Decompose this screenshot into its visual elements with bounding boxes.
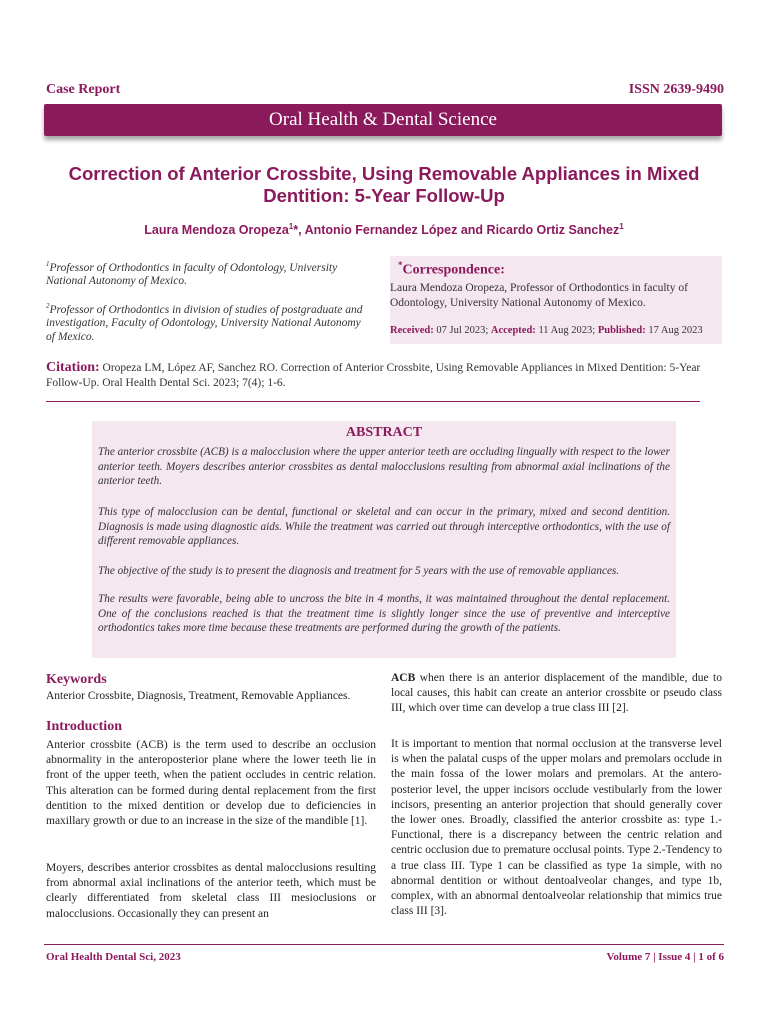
citation-label: Citation: <box>46 360 100 375</box>
correspondence-text: Laura Mendoza Oropeza, Professor of Orthodontics in faculty of Odontology, University National Autonomy of Mexico. <box>390 282 688 309</box>
abstract-paragraph-1: The anterior crossbite (ACB) is a malocclusion where the upper anterior teeth are occluding lingually with respect to the lower anterior teeth. Moyers describes anterior crossbites as dental malocclusions resulting from abnormal axial inclinations of the anterior teeth. <box>98 446 670 487</box>
citation-text: Oropeza LM, López AF, Sanchez RO. Correction of Anterior Crossbite, Using Removable Appliances in Mixed Dentition: 5-Year Follow-Up. Oral Health Dental Sci. 2023; 7(4); 1-6. <box>46 362 701 389</box>
citation <box>46 360 722 391</box>
abstract-paragraph-3: The objective of the study is to present the diagnosis and treatment for 5 years with the use of removable appliances. <box>98 565 620 577</box>
footer-journal-year: Oral Health Dental Sci, 2023 <box>46 951 181 963</box>
footer-page-info: Volume 7 | Issue 4 | 1 of 6 <box>606 951 724 963</box>
keywords-text: Anterior Crossbite, Diagnosis, Treatment, Removable Appliances. <box>46 690 351 702</box>
issn-label: ISSN 2639-9490 <box>628 82 724 97</box>
publication-dates: Received: 07 Jul 2023; Accepted: 11 Aug 2023; Published: 17 Aug 2023 <box>390 325 703 336</box>
author-2: Antonio Fernandez López and <box>304 223 487 238</box>
abstract-box <box>92 421 676 658</box>
abstract-title: ABSTRACT <box>345 425 423 440</box>
divider <box>46 401 700 402</box>
right-paragraph-2: It is important to mention that normal occlusion at the transverse level is when the palatal cusps of the upper molars and premolars occlude in the main fossa of the lower molars and premolars. At the antero-posterior level, the upper incisors occlude vestibularly from the lower incisors, presenting an anterior projection that should generally cover the lower ones. Broadly, classified the anterior crossbite as: type 1.- Functional, there is a discrepancy between the centric relation and centric occlusion due to premature occlusal points. Type 2.-Tendency to a true class III. Type 1 can be classified as type 1a simple, with no abnormal dentition or without dentoalveolar changes, and type 1b, complex, with an abnormal dentoalveolar relationship that mimics true class III [3]. <box>391 738 722 918</box>
author-list <box>46 222 722 237</box>
affiliation-1: $^1$Professor of Orthodontics in faculty of Odontology, University National Autonomy of Mexico. <box>46 260 338 288</box>
introduction-paragraph-1: Anterior crossbite (ACB) is the term used to describe an occlusion abnormality in the anteroposterior plane where the lower teeth lie in front of the upper teeth, when the patient occludes in centric relation. This alteration can be formed during dental replacement from the first dentition to the mixed dentition or develop due to deficiencies in maxillary growth or due to an increase in the size of the mandible [1]. <box>46 739 376 828</box>
keywords-heading: Keywords <box>46 672 107 687</box>
author-1: Laura Mendoza Oropeza$^1$*, <box>144 222 305 238</box>
affiliation-2: $^2$Professor of Orthodontics in division of studies of postgraduate and investigation, Faculty of Odontology, University National Autonomy of Mexico. <box>46 302 363 343</box>
top-header-row <box>46 82 724 100</box>
paper-title: Correction of Anterior Crossbite, Using Removable Appliances in Mixed Dentition: 5-Year Follow-Up <box>68 163 700 206</box>
article-type-label: Case Report <box>46 82 121 97</box>
introduction-heading: Introduction <box>46 719 122 734</box>
footer-divider <box>44 944 724 945</box>
correspondence-title: *Correspondence: <box>398 260 505 278</box>
abstract-paragraph-2: This type of malocclusion can be dental, functional or skeletal and can occur in the primary, mixed and second dentition. Diagnosis is made using diagnostic aids. While the treatment was carried out through interceptive orthodontics, with the use of different removable appliances. <box>98 506 670 547</box>
author-3: Ricardo Ortiz Sanchez$^1$ <box>486 222 624 238</box>
correspondence-box <box>390 256 722 344</box>
abstract-paragraph-4: The results were favorable, being able to uncross the bite in 4 months, it was maintained throughout the dental replacement. One of the conclusions reached is that the treatment time is slightly longer since the use of preventive and interceptive orthodontics takes more time because these treatments are performed during the growth of the patients. <box>98 593 670 634</box>
right-paragraph-1: ACB when there is an anterior displacement of the mandible, due to local causes, this habit can create an anterior crossbite or pseudo class III, which over time can develop a true class III [2]. <box>391 672 722 715</box>
journal-banner: Oral Health & Dental Science <box>44 104 722 136</box>
introduction-paragraph-2: Moyers, describes anterior crossbites as dental malocclusions resulting from abnormal axial inclinations of the anterior teeth, which must be clearly differentiated from skeletal class III mesioclusions or malocclusions. Occasionally they can present an <box>46 862 376 920</box>
